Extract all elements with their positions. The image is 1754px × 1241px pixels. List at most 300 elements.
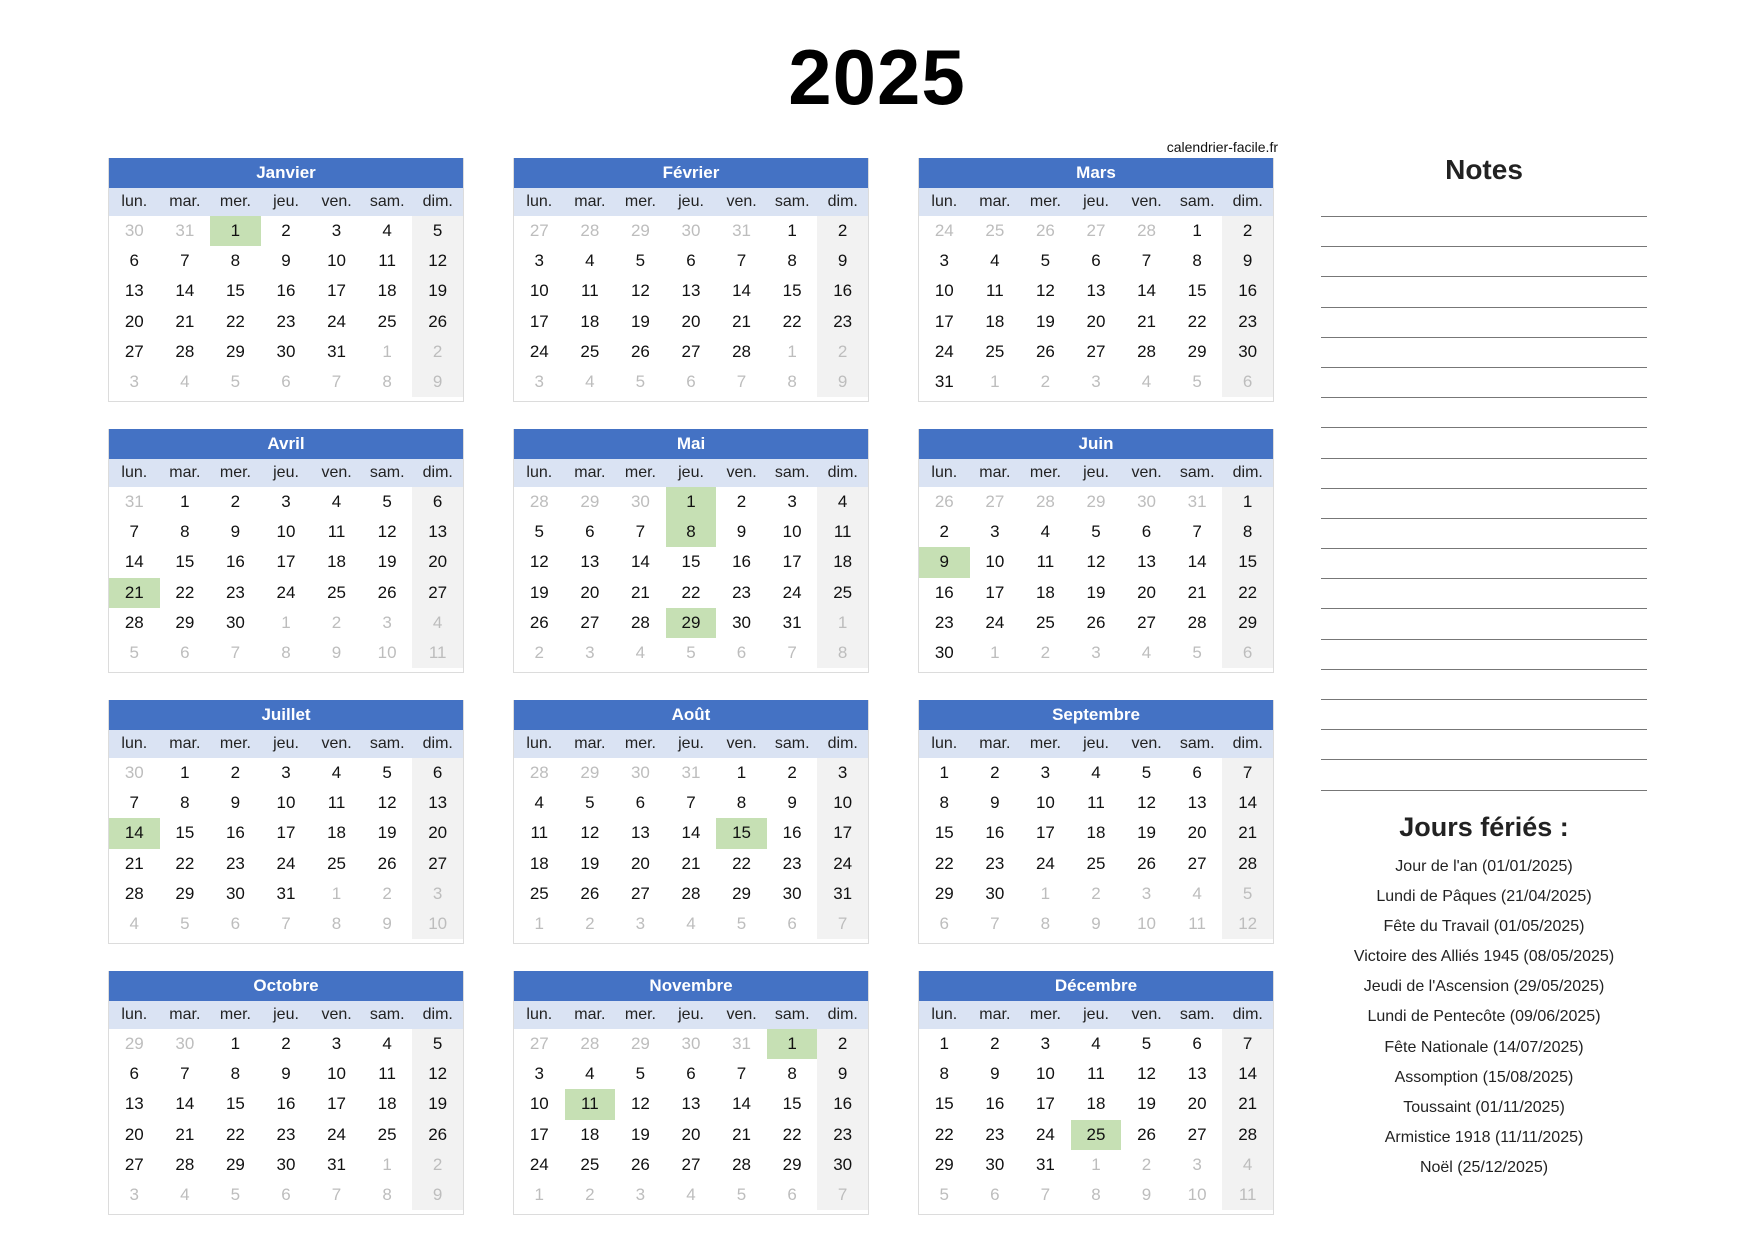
day-cell: 30 bbox=[225, 612, 245, 632]
day-cell: 25 bbox=[377, 1124, 397, 1144]
day-cell: 29 bbox=[934, 883, 954, 903]
weekday-label: sam. bbox=[369, 464, 405, 481]
day-cell: 3 bbox=[281, 492, 291, 511]
day-cell: 23 bbox=[817, 1120, 868, 1150]
day-cell: 12 bbox=[1035, 281, 1055, 301]
day-cell-outside: 7 bbox=[990, 913, 1000, 933]
day-cell: 4 bbox=[331, 492, 342, 511]
day-cell: 28 bbox=[681, 883, 701, 903]
day-cell: 10 bbox=[934, 281, 954, 301]
note-line bbox=[1321, 427, 1647, 457]
day-cell-outside: 9 bbox=[412, 1180, 463, 1210]
weekday-label: jeu. bbox=[678, 193, 704, 210]
weekday-label: ven. bbox=[726, 464, 757, 481]
day-cell-outside: 9 bbox=[412, 367, 463, 397]
day-cell: 20 bbox=[630, 853, 650, 873]
note-line bbox=[1321, 729, 1647, 759]
day-cell: 22 bbox=[782, 1124, 802, 1144]
day-cell-outside: 6 bbox=[939, 913, 950, 933]
day-cell: 6 bbox=[585, 522, 595, 542]
day-cell: 8 bbox=[230, 251, 241, 271]
day-cell: 22 bbox=[1187, 311, 1207, 331]
day-grid bbox=[919, 487, 1273, 668]
weekday-header bbox=[919, 1001, 1273, 1029]
day-cell: 20 bbox=[580, 582, 600, 602]
weekday-label: jeu. bbox=[273, 464, 299, 481]
day-cell: 6 bbox=[635, 793, 646, 813]
day-cell-outside: 28 bbox=[1137, 221, 1156, 240]
day-cell-outside: 30 bbox=[124, 221, 144, 240]
day-cell: 5 bbox=[1141, 763, 1152, 782]
day-cell: 14 bbox=[1137, 281, 1156, 301]
day-cell: 20 bbox=[124, 1124, 144, 1144]
day-cell: 14 bbox=[1187, 552, 1207, 572]
day-cell-outside: 2 bbox=[1040, 371, 1051, 391]
day-cell-outside: 26 bbox=[934, 492, 954, 511]
weekday-label: lun. bbox=[931, 1006, 958, 1023]
notes-title: Notes bbox=[1445, 154, 1523, 185]
day-cell-outside: 6 bbox=[787, 913, 797, 933]
day-cell: 17 bbox=[327, 1094, 346, 1114]
day-cell: 16 bbox=[985, 823, 1005, 843]
day-cell: 28 bbox=[732, 341, 751, 361]
day-cell: 3 bbox=[331, 1034, 342, 1053]
day-grid bbox=[514, 758, 868, 939]
day-cell: 24 bbox=[529, 341, 549, 361]
weekday-label: ven. bbox=[726, 193, 757, 210]
day-cell: 11 bbox=[1036, 552, 1055, 572]
day-cell: 30 bbox=[732, 612, 751, 632]
day-cell: 3 bbox=[1040, 763, 1051, 782]
day-cell: 7 bbox=[180, 1064, 190, 1084]
day-cell: 9 bbox=[230, 793, 241, 813]
note-line bbox=[1321, 669, 1647, 699]
day-cell: 12 bbox=[529, 552, 549, 572]
day-cell-outside: 1 bbox=[1040, 883, 1051, 903]
day-cell-outside: 7 bbox=[1040, 1184, 1051, 1204]
weekday-label: jeu. bbox=[678, 735, 704, 752]
day-cell-outside: 31 bbox=[175, 221, 195, 240]
day-cell-outside: 7 bbox=[736, 371, 747, 391]
day-cell: 19 bbox=[412, 276, 463, 306]
weekday-label: mar. bbox=[574, 464, 606, 481]
day-cell: 28 bbox=[630, 612, 650, 632]
day-cell-outside: 4 bbox=[1141, 642, 1152, 662]
day-cell: 17 bbox=[1035, 823, 1055, 843]
day-cell: 25 bbox=[377, 311, 397, 331]
day-grid bbox=[109, 758, 463, 939]
day-cell-outside: 5 bbox=[129, 642, 140, 662]
day-cell-outside: 4 bbox=[686, 913, 696, 933]
day-cell: 6 bbox=[129, 251, 140, 271]
day-cell: 14 bbox=[732, 281, 751, 301]
month-title: Janvier bbox=[109, 158, 463, 188]
day-cell-outside: 10 bbox=[377, 642, 397, 662]
weekday-label: mar. bbox=[979, 193, 1011, 210]
day-cell-outside: 8 bbox=[1040, 913, 1051, 933]
day-cell-outside: 4 bbox=[412, 608, 463, 638]
day-cell-outside: 3 bbox=[635, 913, 646, 933]
day-cell: 19 bbox=[580, 853, 600, 873]
day-cell: 10 bbox=[985, 552, 1005, 572]
day-cell: 21 bbox=[1137, 311, 1156, 331]
weekday-label: dim. bbox=[422, 1006, 453, 1023]
day-cell: 1 bbox=[180, 492, 190, 511]
weekday-label: sam. bbox=[1179, 464, 1215, 481]
day-cell-outside: 11 bbox=[1222, 1180, 1273, 1210]
day-cell-outside: 8 bbox=[1091, 1184, 1101, 1204]
holiday-item: Assomption (15/08/2025) bbox=[1394, 1068, 1574, 1086]
day-cell: 21 bbox=[732, 311, 751, 331]
day-cell-outside: 1 bbox=[382, 1154, 392, 1174]
day-cell: 27 bbox=[681, 1154, 701, 1174]
day-cell: 2 bbox=[281, 221, 291, 240]
day-cell-outside: 1 bbox=[331, 883, 342, 903]
day-cell: 22 bbox=[934, 853, 954, 873]
day-cell: 27 bbox=[1086, 341, 1106, 361]
day-cell-outside: 29 bbox=[630, 1034, 650, 1053]
day-cell-outside: 2 bbox=[1040, 642, 1051, 662]
day-cell: 28 bbox=[175, 1154, 195, 1174]
day-cell-outside: 31 bbox=[732, 221, 751, 240]
day-cell: 3 bbox=[534, 1064, 545, 1084]
weekday-label: dim. bbox=[422, 464, 453, 481]
weekday-label: lun. bbox=[931, 464, 958, 481]
weekday-label: lun. bbox=[526, 735, 553, 752]
day-cell-outside: 11 bbox=[1188, 913, 1206, 933]
note-line bbox=[1321, 548, 1647, 578]
day-cell: 23 bbox=[276, 1124, 296, 1144]
weekday-header bbox=[919, 459, 1273, 487]
day-cell: 27 bbox=[630, 883, 650, 903]
day-cell-outside: 30 bbox=[681, 1034, 701, 1053]
day-cell-outside: 1 bbox=[281, 612, 291, 632]
day-cell: 29 bbox=[934, 1154, 954, 1174]
weekday-label: jeu. bbox=[273, 193, 299, 210]
day-cell: 23 bbox=[817, 307, 868, 337]
day-cell-outside: 25 bbox=[985, 221, 1005, 240]
day-cell: 20 bbox=[124, 311, 144, 331]
day-cell: 25 bbox=[580, 1154, 600, 1174]
day-grid bbox=[514, 216, 868, 397]
day-cell-outside: 28 bbox=[529, 492, 549, 511]
weekday-label: sam. bbox=[369, 735, 405, 752]
day-cell: 24 bbox=[985, 612, 1005, 632]
day-cell-outside: 27 bbox=[1086, 221, 1106, 240]
day-cell: 23 bbox=[732, 582, 751, 602]
weekday-label: mar. bbox=[574, 193, 606, 210]
day-cell-outside: 27 bbox=[529, 1034, 549, 1053]
day-cell-outside: 1 bbox=[817, 608, 868, 638]
day-cell: 4 bbox=[1091, 1034, 1101, 1053]
day-cell-outside: 31 bbox=[124, 492, 144, 511]
day-cell: 4 bbox=[382, 1034, 392, 1053]
day-cell: 5 bbox=[1141, 1034, 1152, 1053]
day-cell-outside: 7 bbox=[331, 371, 342, 391]
day-cell: 27 bbox=[580, 612, 600, 632]
day-cell: 12 bbox=[630, 1094, 650, 1114]
day-cell: 28 bbox=[175, 341, 195, 361]
holiday-item: Noël (25/12/2025) bbox=[1419, 1158, 1549, 1176]
day-cell-holiday: 1 bbox=[210, 216, 261, 246]
note-line bbox=[1321, 639, 1647, 669]
day-cell: 7 bbox=[129, 793, 140, 813]
weekday-label: dim. bbox=[827, 193, 858, 210]
weekday-label: lun. bbox=[121, 464, 148, 481]
day-cell: 26 bbox=[377, 853, 397, 873]
year-title: 2025 bbox=[788, 33, 966, 121]
day-cell-outside: 29 bbox=[1086, 492, 1106, 511]
day-cell: 8 bbox=[787, 251, 797, 271]
month-5 bbox=[918, 429, 1274, 673]
day-cell: 26 bbox=[412, 1120, 463, 1150]
day-cell: 15 bbox=[934, 1094, 954, 1114]
month-title: Août bbox=[514, 700, 868, 730]
weekday-label: sam. bbox=[774, 193, 810, 210]
day-cell-outside: 5 bbox=[1222, 879, 1273, 909]
day-cell-outside: 5 bbox=[180, 913, 190, 933]
note-line bbox=[1321, 276, 1647, 306]
day-cell: 1 bbox=[939, 1034, 950, 1053]
day-cell: 24 bbox=[934, 341, 954, 361]
day-cell-outside: 1 bbox=[534, 1184, 545, 1204]
month-9 bbox=[108, 971, 464, 1215]
weekday-label: mar. bbox=[169, 1006, 201, 1023]
weekday-label: mar. bbox=[169, 735, 201, 752]
day-cell-outside: 2 bbox=[331, 612, 342, 632]
day-cell: 8 bbox=[180, 793, 190, 813]
weekday-header bbox=[109, 459, 463, 487]
day-cell: 6 bbox=[129, 1064, 140, 1084]
day-cell: 9 bbox=[817, 1059, 868, 1089]
weekday-label: mer. bbox=[624, 1006, 656, 1023]
day-grid bbox=[919, 758, 1273, 939]
holiday-item: Armistice 1918 (11/11/2025) bbox=[1384, 1128, 1584, 1146]
day-cell-outside: 28 bbox=[580, 221, 600, 240]
day-cell: 30 bbox=[782, 883, 802, 903]
day-cell-outside: 6 bbox=[281, 371, 291, 391]
day-cell-outside: 30 bbox=[175, 1034, 195, 1053]
day-cell-outside: 8 bbox=[787, 371, 797, 391]
month-3 bbox=[108, 429, 464, 673]
day-cell-outside: 29 bbox=[580, 763, 600, 782]
day-cell-holiday: 15 bbox=[716, 818, 767, 848]
weekday-label: mer. bbox=[219, 464, 251, 481]
day-cell: 14 bbox=[1222, 1059, 1273, 1089]
weekday-label: jeu. bbox=[1083, 1006, 1109, 1023]
day-cell: 18 bbox=[1086, 1094, 1106, 1114]
day-cell: 20 bbox=[412, 547, 463, 577]
day-cell-holiday: 9 bbox=[919, 547, 970, 577]
weekday-label: dim. bbox=[1232, 1006, 1263, 1023]
day-cell-outside: 9 bbox=[382, 913, 392, 933]
weekday-label: dim. bbox=[827, 1006, 858, 1023]
weekday-header bbox=[109, 1001, 463, 1029]
weekday-label: dim. bbox=[1232, 464, 1263, 481]
weekday-label: mer. bbox=[219, 735, 251, 752]
day-cell: 24 bbox=[327, 311, 346, 331]
day-cell-outside: 4 bbox=[180, 1184, 190, 1204]
month-title: Avril bbox=[109, 429, 463, 459]
day-cell-outside: 5 bbox=[1192, 371, 1202, 391]
day-cell-outside: 27 bbox=[529, 221, 549, 240]
day-cell-outside: 9 bbox=[817, 367, 868, 397]
weekday-label: ven. bbox=[1131, 464, 1162, 481]
day-cell-outside: 3 bbox=[412, 879, 463, 909]
day-cell-outside: 10 bbox=[1137, 913, 1156, 933]
day-cell: 13 bbox=[681, 281, 701, 301]
day-cell-outside: 2 bbox=[1091, 883, 1101, 903]
weekday-label: mar. bbox=[169, 193, 201, 210]
day-cell: 6 bbox=[686, 251, 696, 271]
day-cell-outside: 8 bbox=[817, 638, 868, 668]
day-cell: 31 bbox=[327, 1154, 346, 1174]
day-cell: 21 bbox=[732, 1124, 751, 1144]
day-cell: 23 bbox=[225, 853, 245, 873]
day-cell: 13 bbox=[630, 823, 650, 843]
day-cell: 7 bbox=[1192, 522, 1202, 542]
day-cell: 21 bbox=[681, 853, 701, 873]
day-cell: 10 bbox=[327, 1064, 346, 1084]
weekday-label: dim. bbox=[422, 735, 453, 752]
day-cell: 10 bbox=[529, 281, 549, 301]
day-cell: 27 bbox=[1187, 1124, 1207, 1144]
day-cell: 11 bbox=[327, 793, 346, 813]
note-line bbox=[1321, 608, 1647, 638]
day-cell: 7 bbox=[180, 251, 190, 271]
day-cell-holiday: 11 bbox=[565, 1089, 616, 1119]
day-cell: 8 bbox=[939, 1064, 950, 1084]
day-cell: 3 bbox=[817, 758, 868, 788]
day-cell: 17 bbox=[934, 311, 954, 331]
source-label: calendrier-facile.fr bbox=[1166, 139, 1278, 155]
day-cell: 19 bbox=[377, 823, 397, 843]
day-cell-outside: 6 bbox=[686, 371, 696, 391]
weekday-label: jeu. bbox=[1083, 193, 1109, 210]
day-cell: 24 bbox=[1035, 853, 1055, 873]
day-cell: 26 bbox=[377, 582, 397, 602]
day-cell-outside: 30 bbox=[1137, 492, 1156, 511]
weekday-label: dim. bbox=[1232, 735, 1263, 752]
day-cell-outside: 5 bbox=[736, 1184, 747, 1204]
day-cell: 25 bbox=[327, 853, 346, 873]
month-1 bbox=[513, 158, 869, 402]
day-cell: 24 bbox=[529, 1154, 549, 1174]
day-cell: 28 bbox=[732, 1154, 751, 1174]
day-cell-outside: 7 bbox=[281, 913, 291, 933]
day-cell: 18 bbox=[817, 547, 868, 577]
holiday-item: Lundi de Pentecôte (09/06/2025) bbox=[1367, 1008, 1601, 1026]
day-cell: 6 bbox=[1192, 1034, 1202, 1053]
day-cell-outside: 8 bbox=[382, 371, 392, 391]
day-cell: 7 bbox=[686, 793, 696, 813]
day-cell: 5 bbox=[412, 1029, 463, 1059]
day-cell: 16 bbox=[276, 1094, 296, 1114]
day-cell: 15 bbox=[1222, 547, 1273, 577]
day-cell: 26 bbox=[1086, 612, 1106, 632]
day-cell-outside: 6 bbox=[787, 1184, 797, 1204]
day-cell: 2 bbox=[1222, 216, 1273, 246]
weekday-label: mer. bbox=[219, 193, 251, 210]
day-cell: 23 bbox=[782, 853, 802, 873]
weekday-label: lun. bbox=[931, 735, 958, 752]
day-cell: 10 bbox=[782, 522, 802, 542]
day-cell: 28 bbox=[1187, 612, 1207, 632]
day-cell: 9 bbox=[1222, 246, 1273, 276]
day-cell-outside: 3 bbox=[382, 612, 392, 632]
note-line bbox=[1321, 458, 1647, 488]
day-cell: 8 bbox=[787, 1064, 797, 1084]
day-cell: 22 bbox=[1222, 578, 1273, 608]
day-cell: 14 bbox=[732, 1094, 751, 1114]
day-cell: 18 bbox=[985, 311, 1005, 331]
weekday-label: sam. bbox=[774, 735, 810, 752]
day-cell: 26 bbox=[529, 612, 549, 632]
day-cell: 16 bbox=[817, 276, 868, 306]
month-6 bbox=[108, 700, 464, 944]
day-cell: 2 bbox=[990, 1034, 1000, 1053]
note-line bbox=[1321, 518, 1647, 548]
day-cell: 13 bbox=[1187, 793, 1207, 813]
day-cell-outside: 29 bbox=[124, 1034, 144, 1053]
weekday-label: ven. bbox=[726, 1006, 757, 1023]
weekday-label: mer. bbox=[624, 464, 656, 481]
day-cell: 20 bbox=[1086, 311, 1106, 331]
weekday-label: lun. bbox=[121, 193, 148, 210]
day-cell: 29 bbox=[1222, 608, 1273, 638]
weekday-header bbox=[514, 1001, 868, 1029]
day-cell-outside: 8 bbox=[281, 642, 291, 662]
day-grid bbox=[109, 1029, 463, 1210]
day-cell: 31 bbox=[934, 371, 954, 391]
weekday-label: sam. bbox=[369, 1006, 405, 1023]
day-cell-outside: 3 bbox=[1192, 1154, 1202, 1174]
day-cell: 23 bbox=[1222, 307, 1273, 337]
day-cell: 28 bbox=[1222, 1120, 1273, 1150]
weekday-label: lun. bbox=[526, 464, 553, 481]
day-cell: 3 bbox=[1040, 1034, 1051, 1053]
weekday-header bbox=[919, 730, 1273, 758]
day-cell: 15 bbox=[681, 552, 701, 572]
day-cell-outside: 3 bbox=[1141, 883, 1152, 903]
day-cell: 10 bbox=[529, 1094, 549, 1114]
day-cell: 9 bbox=[990, 793, 1000, 813]
month-0 bbox=[108, 158, 464, 402]
day-cell: 7 bbox=[635, 522, 646, 542]
weekday-label: mar. bbox=[574, 1006, 606, 1023]
day-cell: 10 bbox=[1035, 793, 1055, 813]
day-cell: 28 bbox=[124, 612, 144, 632]
day-cell: 19 bbox=[630, 1124, 650, 1144]
day-cell: 7 bbox=[736, 1064, 747, 1084]
note-line bbox=[1321, 488, 1647, 518]
day-cell-outside: 7 bbox=[787, 642, 797, 662]
day-cell: 21 bbox=[175, 1124, 195, 1144]
day-cell: 10 bbox=[276, 522, 296, 542]
day-cell: 14 bbox=[124, 552, 144, 572]
note-line bbox=[1321, 367, 1647, 397]
weekday-label: dim. bbox=[827, 735, 858, 752]
day-cell: 4 bbox=[1091, 763, 1101, 782]
day-cell: 12 bbox=[1137, 1064, 1156, 1084]
note-line bbox=[1321, 307, 1647, 337]
day-cell: 24 bbox=[1035, 1124, 1055, 1144]
day-cell-outside: 6 bbox=[1222, 638, 1273, 668]
day-cell: 6 bbox=[1192, 763, 1202, 782]
day-cell: 20 bbox=[1187, 1094, 1207, 1114]
day-cell: 30 bbox=[1222, 337, 1273, 367]
day-cell: 2 bbox=[230, 763, 241, 782]
